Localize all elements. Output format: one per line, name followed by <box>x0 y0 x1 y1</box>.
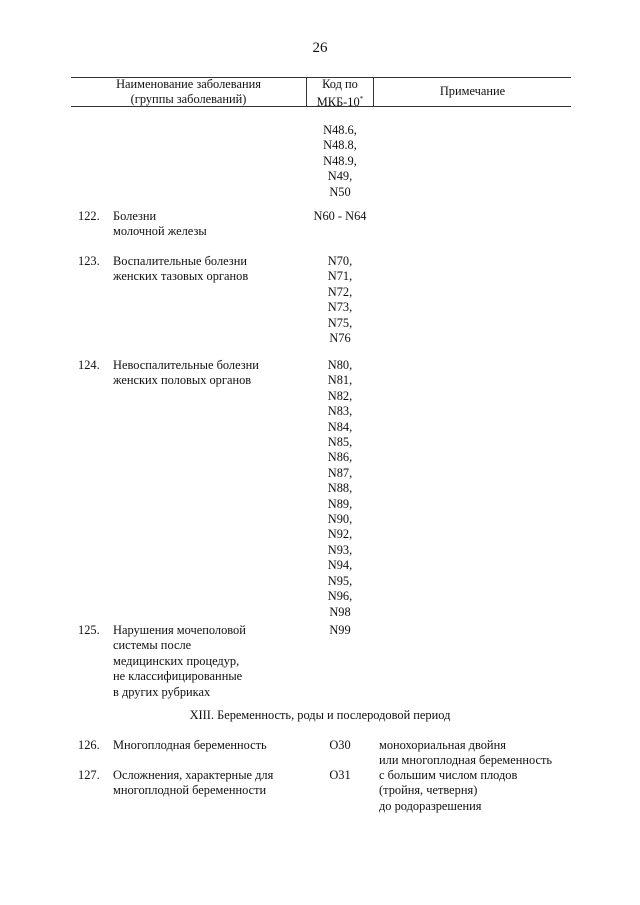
col-code-header-line1: Код по <box>322 77 358 91</box>
disease-codes: O31 <box>329 768 351 782</box>
disease-codes: N99 <box>329 623 351 637</box>
code-item: N48.6, <box>323 123 357 137</box>
disease-name: Осложнения, характерные для многоплодной беременности <box>113 768 274 798</box>
code-item: N50 <box>329 184 351 199</box>
disease-codes: O30 <box>329 738 351 752</box>
page-number: 26 <box>312 40 328 56</box>
disease-name: Болезни молочной железы <box>113 209 207 239</box>
footnote-mark: * <box>359 95 364 103</box>
section-heading: XIII. Беременность, роды и послеродовой период <box>189 708 451 722</box>
row-number: 123. <box>78 254 100 268</box>
disease-name: Невоспалительные болезни женских половых органов <box>113 358 259 388</box>
disease-codes: N70, N71, N72, N73, N75, N76 <box>327 254 353 346</box>
row-number: 124. <box>78 358 100 372</box>
col-code-header-text: МКБ-10 <box>316 95 360 110</box>
code-item: N48.9, <box>323 153 357 168</box>
row-number: 122. <box>78 209 100 223</box>
continued-codes <box>308 123 372 200</box>
col-code-header <box>307 77 373 110</box>
col-name-header-line2: (группы заболеваний) <box>130 92 247 106</box>
col-name-header-line1: Наименование заболевания <box>116 77 261 91</box>
row-note: монохориальная двойня или многоплодная беременность <box>379 738 553 768</box>
col-code-header-line2 <box>307 92 373 110</box>
row-number: 126. <box>78 738 100 752</box>
code-item: N49, <box>327 169 353 184</box>
row-number: 125. <box>78 623 100 637</box>
row-number: 127. <box>78 768 100 782</box>
row-note: с большим числом плодов (тройня, четверня) до родоразрешения <box>379 768 518 813</box>
disease-name: Многоплодная беременность <box>113 738 267 752</box>
col-name-header <box>71 77 306 107</box>
code-item: N48.8, <box>323 138 357 153</box>
disease-name: Нарушения мочеполовой системы после медицинских процедур, не классифицированные в других рубриках <box>113 623 246 699</box>
disease-codes: N80, N81, N82, N83, N84, N85, N86, N87, N88, N89, N90, N92, N93, N94, N95, N96, N98 <box>327 358 353 619</box>
disease-name: Воспалительные болезни женских тазовых органов <box>113 254 249 284</box>
col-note-header: Примечание <box>439 84 506 98</box>
disease-codes: N60 - N64 <box>313 209 367 223</box>
